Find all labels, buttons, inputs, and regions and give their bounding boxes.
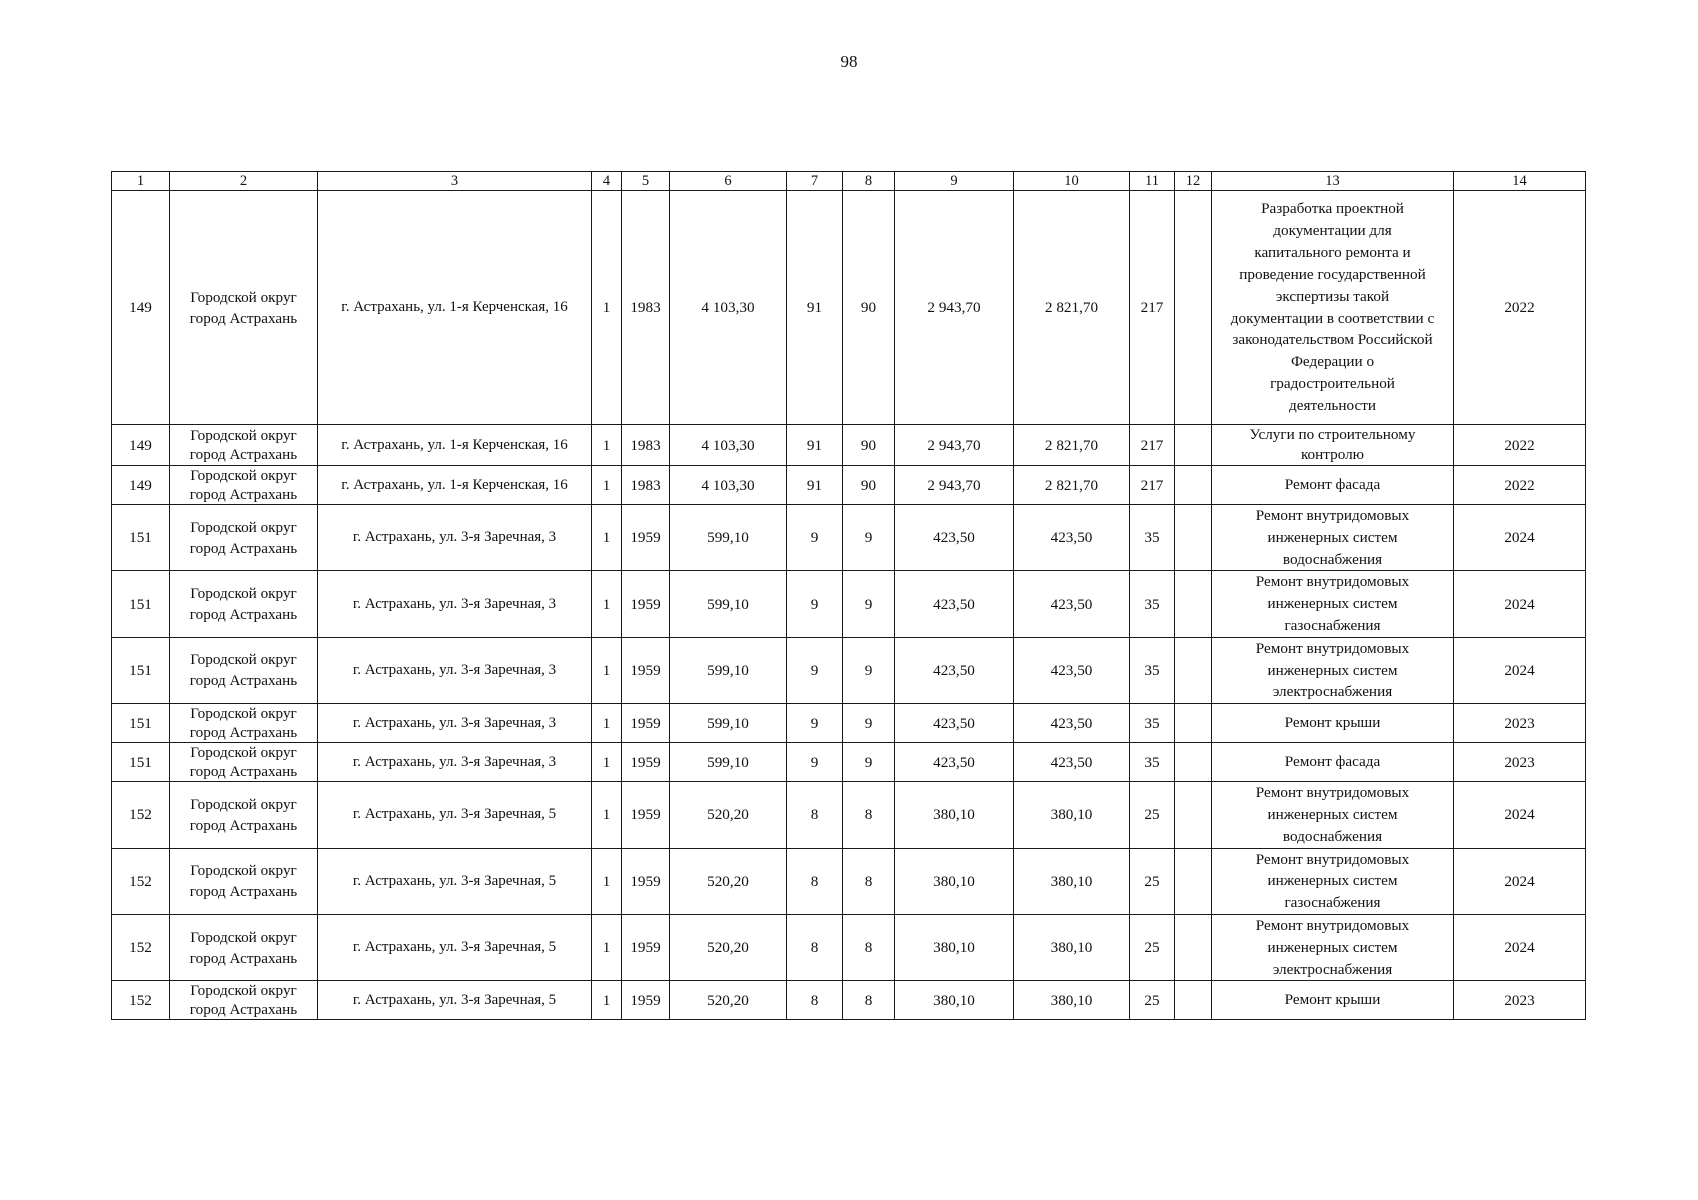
col7-cell: 8: [787, 848, 843, 914]
col10-area-cell: 2 821,70: [1014, 466, 1130, 505]
col8-cell: 8: [843, 782, 895, 848]
municipality-line: Городской округ: [190, 427, 297, 444]
row-number-cell: 151: [112, 704, 170, 743]
col10-area-cell: 380,10: [1014, 914, 1130, 980]
address-cell: г. Астрахань, ул. 3-я Заречная, 3: [318, 571, 592, 637]
column-header-9: 9: [895, 172, 1014, 191]
table-row: [112, 191, 1586, 425]
municipality-line: город Астрахань: [189, 883, 298, 901]
work-type-cell: [1212, 743, 1454, 782]
work-type-cell: [1212, 571, 1454, 637]
col8-cell: 9: [843, 704, 895, 743]
page-number: 98: [840, 52, 858, 71]
col9-area-cell: 380,10: [895, 848, 1014, 914]
total-area-cell: 520,20: [670, 848, 787, 914]
col7-cell: 8: [787, 782, 843, 848]
col12-cell: [1175, 637, 1212, 703]
col10-area-cell: 423,50: [1014, 743, 1130, 782]
row-number-cell: 151: [112, 637, 170, 703]
work-type-cell: [1212, 782, 1454, 848]
col10-area-cell: 423,50: [1014, 704, 1130, 743]
col4-cell: 1: [592, 571, 622, 637]
work-type-line: Ремонт крыши: [1284, 991, 1381, 1009]
planned-year-cell: 2024: [1454, 637, 1586, 703]
col4-cell: 1: [592, 743, 622, 782]
residents-cell: 25: [1130, 981, 1175, 1020]
work-type-line: газоснабжения: [1284, 616, 1381, 634]
municipality-line: город Астрахань: [189, 486, 298, 503]
municipality-cell: [170, 704, 318, 743]
col8-cell: 9: [843, 743, 895, 782]
work-type-line: инженерных систем: [1267, 872, 1398, 890]
row-number-cell: 151: [112, 505, 170, 571]
col12-cell: [1175, 848, 1212, 914]
address-cell: г. Астрахань, ул. 3-я Заречная, 5: [318, 782, 592, 848]
row-number-cell: 149: [112, 191, 170, 425]
planned-year-cell: 2023: [1454, 981, 1586, 1020]
row-number-cell: 152: [112, 981, 170, 1020]
municipality-cell: [170, 981, 318, 1020]
year-built-cell: 1983: [622, 191, 670, 425]
col8-cell: 8: [843, 914, 895, 980]
work-type-line: капитального ремонта и: [1254, 243, 1411, 261]
work-type-cell: [1212, 914, 1454, 980]
col9-area-cell: 423,50: [895, 704, 1014, 743]
municipality-cell: [170, 914, 318, 980]
table-body: [112, 172, 1586, 1020]
row-number-cell: 151: [112, 571, 170, 637]
work-type-line: Ремонт крыши: [1284, 714, 1381, 732]
planned-year-cell: 2024: [1454, 782, 1586, 848]
col10-area-cell: 423,50: [1014, 505, 1130, 571]
municipality-cell: [170, 848, 318, 914]
municipality-cell: [170, 743, 318, 782]
year-built-cell: 1959: [622, 981, 670, 1020]
col12-cell: [1175, 704, 1212, 743]
col8-cell: 9: [843, 571, 895, 637]
col12-cell: [1175, 981, 1212, 1020]
col8-cell: 9: [843, 637, 895, 703]
municipality-line: город Астрахань: [189, 816, 298, 834]
col10-area-cell: 2 821,70: [1014, 191, 1130, 425]
total-area-cell: 520,20: [670, 782, 787, 848]
work-type-line: электроснабжения: [1272, 960, 1393, 978]
work-type-line: водоснабжения: [1282, 827, 1383, 845]
residents-cell: 217: [1130, 466, 1175, 505]
col4-cell: 1: [592, 191, 622, 425]
residents-cell: 35: [1130, 743, 1175, 782]
municipality-cell: [170, 782, 318, 848]
col12-cell: [1175, 571, 1212, 637]
work-type-line: Ремонт фасада: [1284, 753, 1381, 771]
work-type-line: Ремонт внутридомовых: [1255, 916, 1410, 934]
address-cell: г. Астрахань, ул. 3-я Заречная, 5: [318, 981, 592, 1020]
work-type-cell: [1212, 704, 1454, 743]
col9-area-cell: 380,10: [895, 981, 1014, 1020]
col7-cell: 91: [787, 191, 843, 425]
col4-cell: 1: [592, 466, 622, 505]
address-cell: г. Астрахань, ул. 1-я Керченская, 16: [318, 425, 592, 466]
col7-cell: 9: [787, 505, 843, 571]
residents-cell: 35: [1130, 571, 1175, 637]
planned-year-cell: 2024: [1454, 848, 1586, 914]
address-cell: г. Астрахань, ул. 1-я Керченская, 16: [318, 466, 592, 505]
municipality-line: Городской округ: [190, 862, 297, 880]
municipality-cell: [170, 505, 318, 571]
row-number-cell: 152: [112, 914, 170, 980]
col12-cell: [1175, 782, 1212, 848]
table-row: [112, 637, 1586, 703]
total-area-cell: 520,20: [670, 981, 787, 1020]
residents-cell: 35: [1130, 637, 1175, 703]
table-row: [112, 848, 1586, 914]
address-cell: г. Астрахань, ул. 3-я Заречная, 3: [318, 743, 592, 782]
municipality-line: Городской округ: [190, 651, 297, 669]
col12-cell: [1175, 914, 1212, 980]
year-built-cell: 1959: [622, 704, 670, 743]
municipality-cell: [170, 191, 318, 425]
municipality-line: город Астрахань: [189, 309, 298, 327]
column-header-5: 5: [622, 172, 670, 191]
column-header-13: 13: [1212, 172, 1454, 191]
col7-cell: 91: [787, 466, 843, 505]
municipality-line: Городской округ: [190, 288, 297, 306]
col10-area-cell: 380,10: [1014, 981, 1130, 1020]
total-area-cell: 4 103,30: [670, 425, 787, 466]
col4-cell: 1: [592, 914, 622, 980]
work-type-line: Ремонт внутридомовых: [1255, 784, 1410, 802]
col12-cell: [1175, 191, 1212, 425]
col4-cell: 1: [592, 981, 622, 1020]
work-type-cell: [1212, 848, 1454, 914]
col8-cell: 8: [843, 981, 895, 1020]
column-header-6: 6: [670, 172, 787, 191]
municipality-cell: [170, 425, 318, 466]
municipality-line: Городской округ: [190, 705, 297, 723]
col8-cell: 90: [843, 466, 895, 505]
table-row: [112, 704, 1586, 743]
municipality-cell: [170, 571, 318, 637]
row-number-cell: 152: [112, 782, 170, 848]
col4-cell: 1: [592, 505, 622, 571]
work-type-line: деятельности: [1289, 397, 1376, 415]
total-area-cell: 599,10: [670, 505, 787, 571]
address-cell: г. Астрахань, ул. 1-я Керченская, 16: [318, 191, 592, 425]
work-type-line: Ремонт внутридомовых: [1255, 573, 1410, 591]
municipality-line: город Астрахань: [189, 539, 298, 557]
municipality-line: город Астрахань: [189, 724, 298, 742]
column-header-4: 4: [592, 172, 622, 191]
header-row: [112, 172, 1586, 191]
col7-cell: 9: [787, 637, 843, 703]
total-area-cell: 599,10: [670, 704, 787, 743]
column-header-10: 10: [1014, 172, 1130, 191]
municipality-line: Городской округ: [190, 585, 297, 603]
table-row: [112, 782, 1586, 848]
work-type-line: инженерных систем: [1267, 938, 1398, 956]
work-type-line: Федерации о: [1290, 353, 1375, 371]
work-type-line: Ремонт фасада: [1284, 476, 1381, 493]
address-cell: г. Астрахань, ул. 3-я Заречная, 3: [318, 505, 592, 571]
total-area-cell: 4 103,30: [670, 466, 787, 505]
col12-cell: [1175, 466, 1212, 505]
work-type-cell: [1212, 981, 1454, 1020]
total-area-cell: 599,10: [670, 571, 787, 637]
work-type-line: документации в соответствии с: [1230, 309, 1435, 327]
municipality-cell: [170, 466, 318, 505]
planned-year-cell: 2022: [1454, 191, 1586, 425]
year-built-cell: 1959: [622, 637, 670, 703]
work-type-line: Услуги по строительному: [1249, 426, 1416, 443]
column-header-3: 3: [318, 172, 592, 191]
address-cell: г. Астрахань, ул. 3-я Заречная, 5: [318, 914, 592, 980]
work-type-line: электроснабжения: [1272, 683, 1393, 701]
work-type-line: Ремонт внутридомовых: [1255, 850, 1410, 868]
municipality-line: Городской округ: [190, 928, 297, 946]
column-header-11: 11: [1130, 172, 1175, 191]
year-built-cell: 1983: [622, 466, 670, 505]
col4-cell: 1: [592, 782, 622, 848]
residents-cell: 217: [1130, 191, 1175, 425]
col4-cell: 1: [592, 848, 622, 914]
col10-area-cell: 380,10: [1014, 848, 1130, 914]
col8-cell: 9: [843, 505, 895, 571]
year-built-cell: 1959: [622, 782, 670, 848]
municipality-line: город Астрахань: [189, 949, 298, 967]
total-area-cell: 520,20: [670, 914, 787, 980]
residents-cell: 25: [1130, 914, 1175, 980]
municipality-cell: [170, 637, 318, 703]
col9-area-cell: 380,10: [895, 782, 1014, 848]
col7-cell: 91: [787, 425, 843, 466]
row-number-cell: 152: [112, 848, 170, 914]
total-area-cell: 599,10: [670, 637, 787, 703]
municipality-line: город Астрахань: [189, 763, 298, 781]
col9-area-cell: 423,50: [895, 637, 1014, 703]
table-row: [112, 425, 1586, 466]
residents-cell: 35: [1130, 505, 1175, 571]
col4-cell: 1: [592, 637, 622, 703]
year-built-cell: 1959: [622, 571, 670, 637]
col7-cell: 9: [787, 704, 843, 743]
municipality-line: Городской округ: [190, 518, 297, 536]
table-row: [112, 981, 1586, 1020]
col4-cell: 1: [592, 425, 622, 466]
work-type-line: законодательством Российской: [1232, 331, 1433, 349]
residents-cell: 25: [1130, 782, 1175, 848]
col10-area-cell: 380,10: [1014, 782, 1130, 848]
column-header-8: 8: [843, 172, 895, 191]
work-type-line: Разработка проектной: [1261, 199, 1404, 217]
work-type-line: проведение государственной: [1239, 265, 1426, 283]
work-type-cell: [1212, 637, 1454, 703]
planned-year-cell: 2024: [1454, 571, 1586, 637]
municipality-line: город Астрахань: [189, 446, 298, 463]
table-row: [112, 914, 1586, 980]
work-type-line: инженерных систем: [1267, 805, 1398, 823]
col7-cell: 9: [787, 743, 843, 782]
column-header-1: 1: [112, 172, 170, 191]
col8-cell: 8: [843, 848, 895, 914]
col7-cell: 8: [787, 981, 843, 1020]
municipality-line: Городской округ: [190, 795, 297, 813]
work-type-line: градостроительной: [1270, 375, 1395, 393]
work-type-line: контролю: [1300, 446, 1365, 463]
col10-area-cell: 423,50: [1014, 637, 1130, 703]
work-type-line: экспертизы такой: [1275, 287, 1390, 305]
work-type-line: инженерных систем: [1267, 595, 1398, 613]
residents-cell: 35: [1130, 704, 1175, 743]
col7-cell: 8: [787, 914, 843, 980]
residents-cell: 25: [1130, 848, 1175, 914]
row-number-cell: 151: [112, 743, 170, 782]
work-type-line: водоснабжения: [1282, 550, 1383, 568]
column-header-14: 14: [1454, 172, 1586, 191]
table-row: [112, 743, 1586, 782]
planned-year-cell: 2022: [1454, 466, 1586, 505]
col10-area-cell: 2 821,70: [1014, 425, 1130, 466]
col9-area-cell: 423,50: [895, 505, 1014, 571]
col12-cell: [1175, 425, 1212, 466]
work-type-line: документации для: [1273, 221, 1392, 239]
column-header-7: 7: [787, 172, 843, 191]
column-header-2: 2: [170, 172, 318, 191]
table-row: [112, 571, 1586, 637]
municipality-line: город Астрахань: [189, 1001, 298, 1019]
address-cell: г. Астрахань, ул. 3-я Заречная, 3: [318, 637, 592, 703]
row-number-cell: 149: [112, 425, 170, 466]
municipality-line: город Астрахань: [189, 606, 298, 624]
table-row: [112, 466, 1586, 505]
col10-area-cell: 423,50: [1014, 571, 1130, 637]
municipality-line: Городской округ: [190, 982, 297, 1000]
col9-area-cell: 2 943,70: [895, 466, 1014, 505]
planned-year-cell: 2022: [1454, 425, 1586, 466]
year-built-cell: 1959: [622, 743, 670, 782]
planned-year-cell: 2024: [1454, 505, 1586, 571]
col9-area-cell: 380,10: [895, 914, 1014, 980]
planned-year-cell: 2024: [1454, 914, 1586, 980]
municipality-line: Городской округ: [190, 744, 297, 762]
work-type-line: Ремонт внутридомовых: [1255, 639, 1410, 657]
col12-cell: [1175, 505, 1212, 571]
year-built-cell: 1983: [622, 425, 670, 466]
total-area-cell: 599,10: [670, 743, 787, 782]
year-built-cell: 1959: [622, 505, 670, 571]
table-row: [112, 505, 1586, 571]
planned-year-cell: 2023: [1454, 704, 1586, 743]
work-type-cell: [1212, 466, 1454, 505]
work-type-line: газоснабжения: [1284, 894, 1381, 912]
column-header-12: 12: [1175, 172, 1212, 191]
work-type-line: инженерных систем: [1267, 528, 1398, 546]
year-built-cell: 1959: [622, 848, 670, 914]
col9-area-cell: 2 943,70: [895, 191, 1014, 425]
work-type-cell: [1212, 191, 1454, 425]
col12-cell: [1175, 743, 1212, 782]
col9-area-cell: 423,50: [895, 743, 1014, 782]
total-area-cell: 4 103,30: [670, 191, 787, 425]
residents-cell: 217: [1130, 425, 1175, 466]
col8-cell: 90: [843, 425, 895, 466]
col9-area-cell: 423,50: [895, 571, 1014, 637]
municipality-line: Городской округ: [190, 467, 297, 484]
work-type-line: инженерных систем: [1267, 661, 1398, 679]
work-type-line: Ремонт внутридомовых: [1255, 507, 1410, 524]
row-number-cell: 149: [112, 466, 170, 505]
col8-cell: 90: [843, 191, 895, 425]
year-built-cell: 1959: [622, 914, 670, 980]
col7-cell: 9: [787, 571, 843, 637]
col4-cell: 1: [592, 704, 622, 743]
capital-repair-table: [111, 171, 1586, 1020]
address-cell: г. Астрахань, ул. 3-я Заречная, 5: [318, 848, 592, 914]
work-type-cell: [1212, 505, 1454, 571]
address-cell: г. Астрахань, ул. 3-я Заречная, 3: [318, 704, 592, 743]
col9-area-cell: 2 943,70: [895, 425, 1014, 466]
municipality-line: город Астрахань: [189, 672, 298, 690]
work-type-cell: [1212, 425, 1454, 466]
planned-year-cell: 2023: [1454, 743, 1586, 782]
